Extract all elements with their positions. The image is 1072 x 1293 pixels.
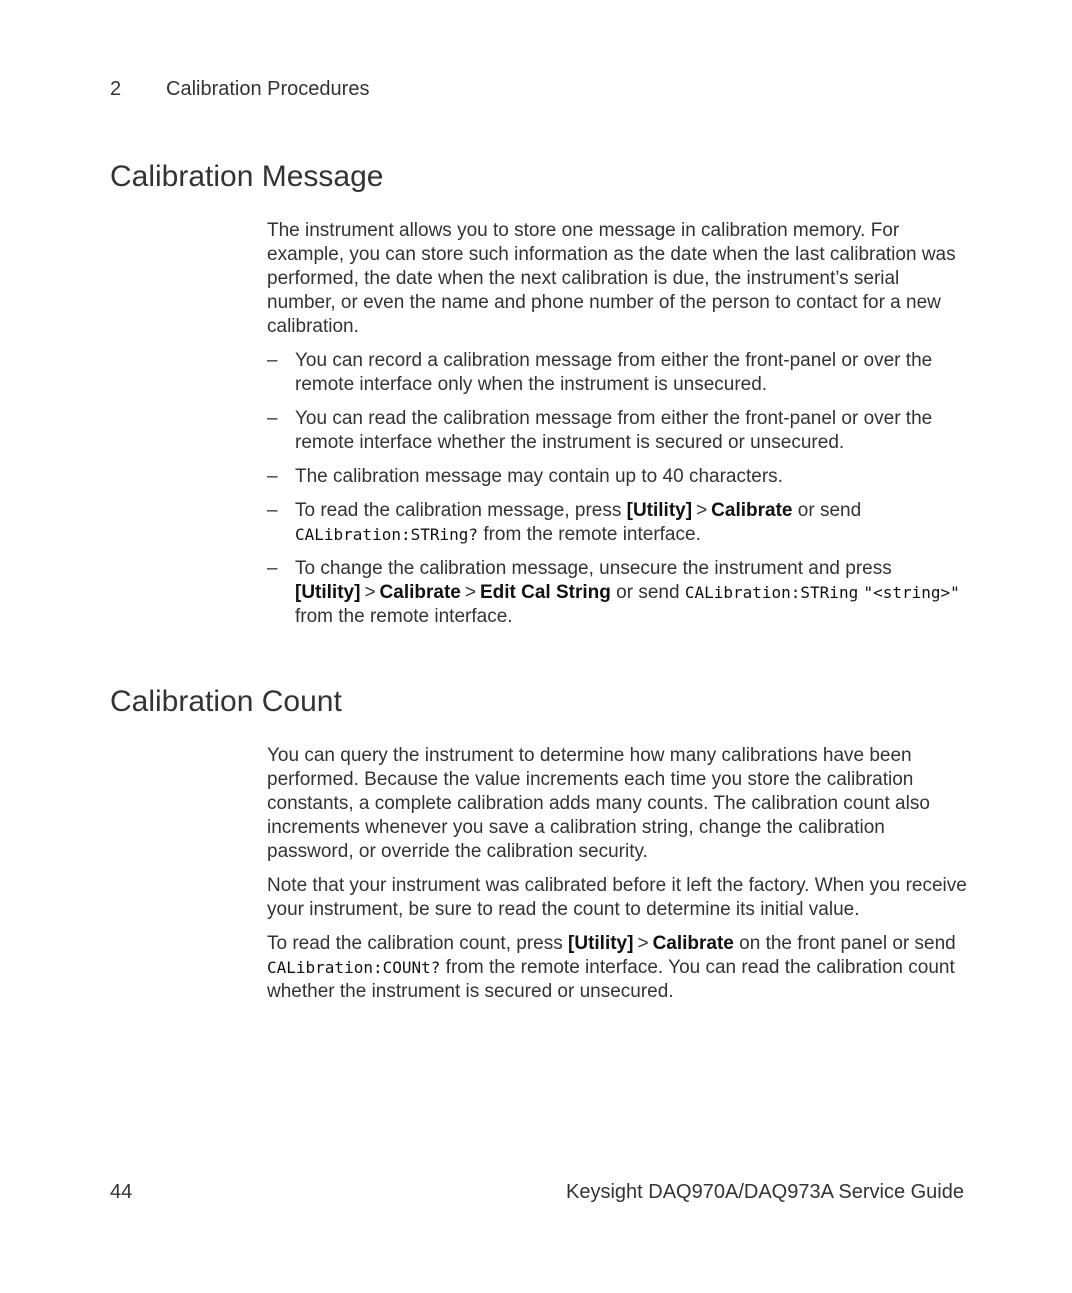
list-item <box>267 349 967 397</box>
dash-bullet: – <box>267 408 278 429</box>
list-item <box>267 557 967 629</box>
paragraph-text: from the remote interface. You can read the calibration count whether the instrument is secured or unsecured. <box>267 957 955 1002</box>
bullet-text: To change the calibration message, unsecure the instrument and press <box>295 558 892 579</box>
bullet-list <box>267 349 967 629</box>
bullet-text: or send <box>616 582 680 603</box>
section-title-calibration-count: Calibration Count <box>110 685 342 718</box>
calibrate-softkey: Calibrate <box>711 500 793 521</box>
dash-bullet: – <box>267 466 278 487</box>
edit-cal-string-softkey: Edit Cal String <box>479 582 611 603</box>
bullet-text: To read the calibration message, press <box>295 500 622 521</box>
paragraph: You can query the instrument to determine how many calibrations have been performed. Because the value increments each time you store the calibration constants, a complete calibration adds many counts. The calibration count also increments whenever you save a calibration string, change the calibration password, or override the calibration security. <box>267 745 930 862</box>
paragraph-text: on the front panel or send <box>739 933 956 954</box>
bullet-text: The calibration message may contain up to 40 characters. <box>295 466 783 487</box>
bullet-text: You can read the calibration message from either the front-panel or over the remote interface whether the instrument is secured or unsecured. <box>295 408 933 453</box>
dash-bullet: – <box>267 500 278 521</box>
section-title-calibration-message: Calibration Message <box>110 160 384 193</box>
calibrate-softkey: Calibrate <box>652 933 734 954</box>
guide-title: Keysight DAQ970A/DAQ973A Service Guide <box>566 1181 964 1203</box>
chapter-number: 2 <box>110 78 122 100</box>
dash-bullet: – <box>267 558 278 579</box>
list-item <box>267 465 967 489</box>
scpi-command: CALibration:COUNt? <box>267 958 441 977</box>
intro-paragraph: The instrument allows you to store one message in calibration memory. For example, you can store such information as the date when the last calibration was performed, the date when the next calibration is due, the instrument’s serial number, or even the name and phone number of the person to contact for a new calibration. <box>267 220 956 337</box>
list-item <box>267 407 967 455</box>
bullet-text: from the remote interface. <box>483 524 701 545</box>
running-header <box>110 78 369 101</box>
utility-key: [Utility] <box>568 933 634 954</box>
bullet-text: or send <box>797 500 862 521</box>
dash-bullet: – <box>267 350 278 371</box>
list-item <box>267 499 967 547</box>
menu-separator: > <box>464 582 476 603</box>
page-number: 44 <box>110 1181 133 1203</box>
bullet-text: from the remote interface. <box>295 606 513 627</box>
paragraph <box>267 932 967 1004</box>
scpi-argument: "<string>" <box>863 583 960 602</box>
menu-separator: > <box>364 582 376 603</box>
bullet-text: You can record a calibration message from either the front-panel or over the remote interface only when the instrument is unsecured. <box>295 350 933 395</box>
paragraph-text: To read the calibration count, press <box>267 933 563 954</box>
calibrate-softkey: Calibrate <box>379 582 461 603</box>
utility-key: [Utility] <box>295 582 361 603</box>
menu-separator: > <box>637 933 649 954</box>
scpi-command: CALibration:STRing? <box>295 525 479 544</box>
section-body-calibration-count <box>267 744 967 1014</box>
section-body-calibration-message <box>267 219 967 639</box>
paragraph: Note that your instrument was calibrated before it left the factory. When you receive your instrument, be sure to read the count to determine its initial value. <box>267 875 967 920</box>
menu-separator: > <box>696 500 708 521</box>
chapter-title: Calibration Procedures <box>166 78 370 100</box>
scpi-command: CALibration:STRing <box>684 583 859 602</box>
utility-key: [Utility] <box>626 500 693 521</box>
